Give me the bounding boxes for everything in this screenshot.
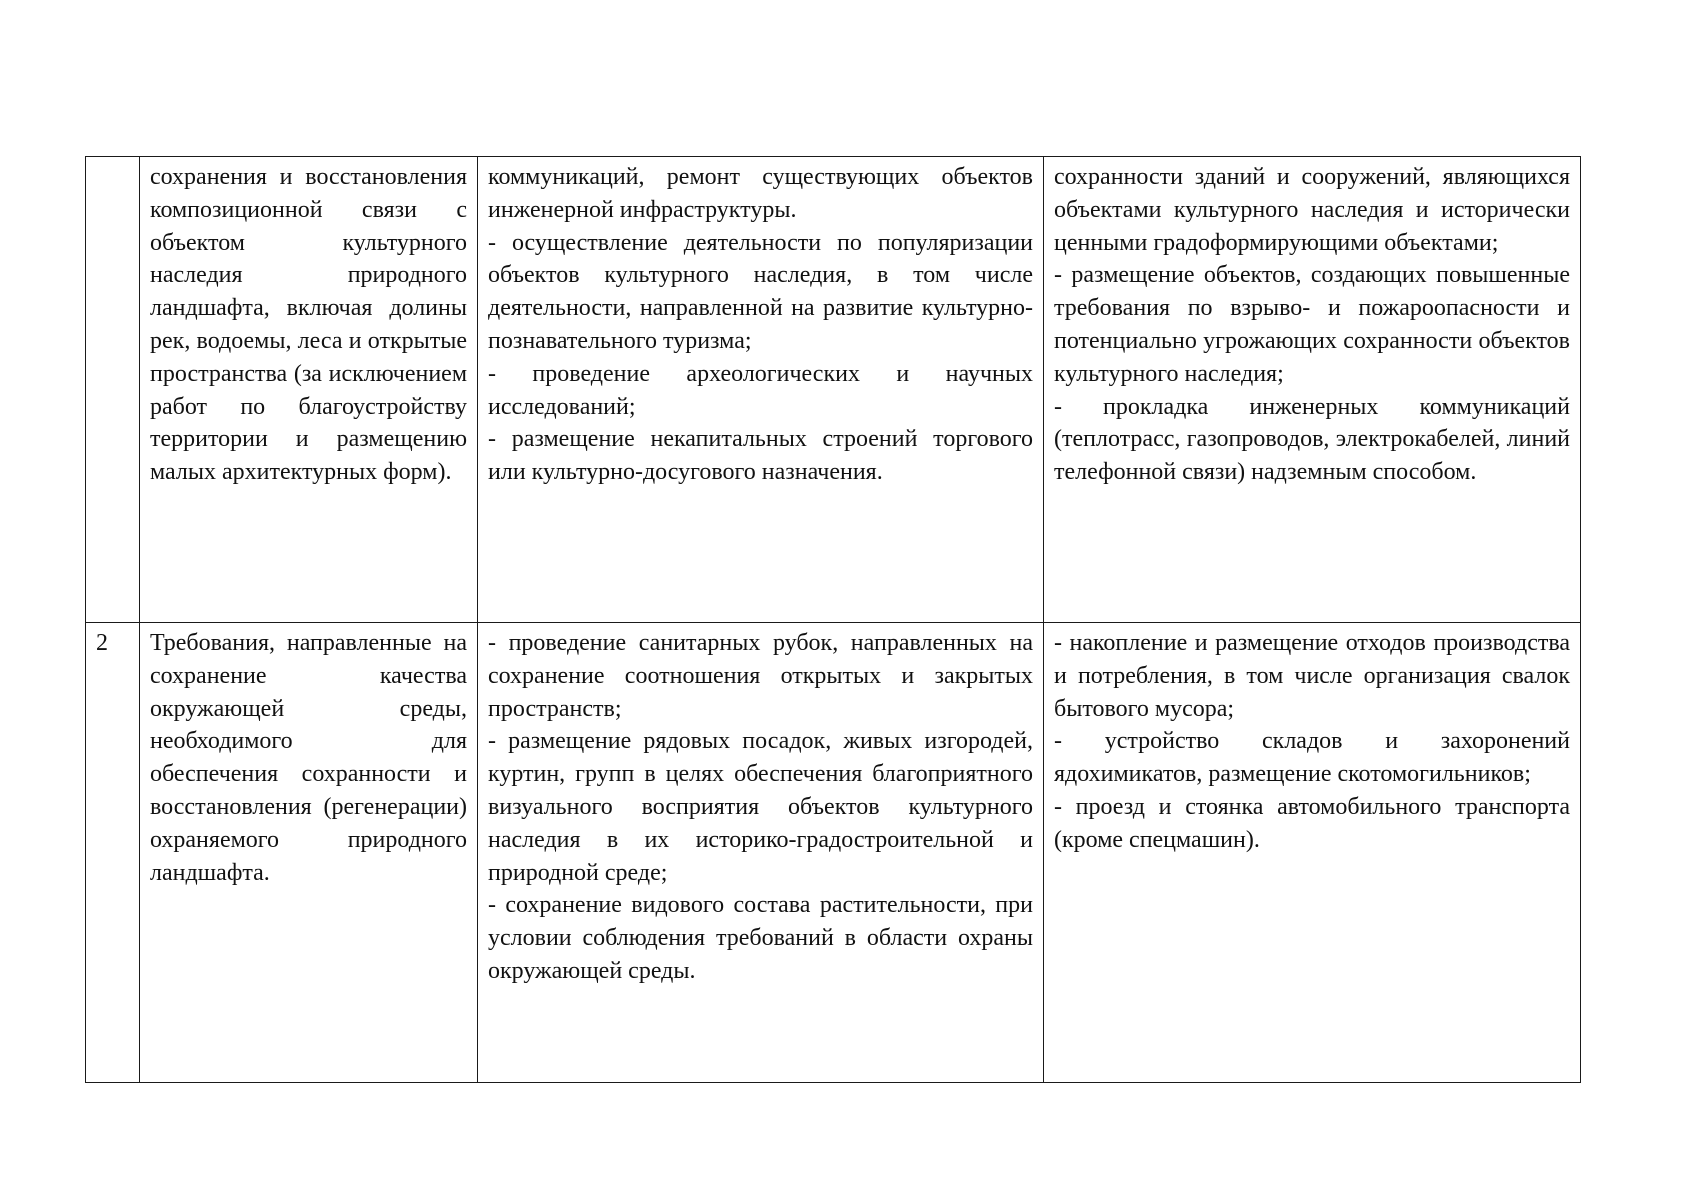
allowed-text — [488, 161, 1033, 489]
table-row — [86, 157, 1581, 623]
cell-paragraph: - проведение санитарных рубок, направленных на сохранение соотношения открытых и закрытых пространств; — [488, 630, 1033, 722]
prohibited-cell — [1044, 623, 1581, 1083]
allowed-cell — [478, 623, 1044, 1083]
cell-paragraph: - накопление и размещение отходов производства и потребления, в том числе организация свалок бытового мусора; — [1054, 630, 1570, 722]
cell-paragraph: - прокладка инженерных коммуникаций (теплотрасс, газопроводов, электрокабелей, линий телефонной связи) надземным способом. — [1054, 393, 1570, 486]
allowed-text — [488, 627, 1033, 988]
cell-paragraph: сохранности зданий и сооружений, являющихся объектами культурного наследия и исторически ценными градоформирующими объектами; — [1054, 164, 1570, 256]
row-number-cell — [86, 623, 140, 1083]
row-number-cell — [86, 157, 140, 623]
cell-paragraph: - размещение рядовых посадок, живых изгородей, куртин, групп в целях обеспечения благоприятного визуального восприятия объектов культурного наследия в их историко-градостроительной и природной среде; — [488, 728, 1033, 886]
requirement-text: Требования, направленные на сохранение качества окружающей среды, необходимого для обеспечения сохранности и восстановления (регенерации) охраняемого природного ландшафта. — [150, 630, 467, 886]
requirement-cell — [140, 157, 478, 623]
cell-paragraph: - осуществление деятельности по популяризации объектов культурного наследия, в том числе деятельности, направленной на развитие культурно-познавательного туризма; — [488, 229, 1033, 354]
cell-paragraph: - сохранение видового состава растительности, при условии соблюдения требований в области охраны окружающей среды. — [488, 892, 1033, 984]
cell-paragraph: - проезд и стоянка автомобильного транспорта (кроме спецмашин). — [1054, 793, 1570, 853]
prohibited-text — [1054, 627, 1570, 857]
requirement-text: сохранения и восстановления композиционной связи с объектом культурного наследия природного ландшафта, включая долины рек, водоемы, леса и открытые пространства (за исключением работ по благоустройству территории и размещению малых архитектурных форм). — [150, 164, 467, 486]
allowed-cell — [478, 157, 1044, 623]
prohibited-text — [1054, 161, 1570, 489]
requirement-cell — [140, 623, 478, 1083]
cell-paragraph: - размещение некапитальных строений торгового или культурно-досугового назначения. — [488, 426, 1033, 486]
cell-paragraph: - устройство складов и захоронений ядохимикатов, размещение скотомогильников; — [1054, 728, 1570, 788]
regulations-table — [85, 156, 1581, 1083]
cell-paragraph: коммуникаций, ремонт существующих объектов инженерной инфраструктуры. — [488, 164, 1033, 223]
table-row — [86, 623, 1581, 1083]
cell-paragraph: - проведение археологических и научных исследований; — [488, 360, 1033, 420]
cell-paragraph: - размещение объектов, создающих повышенные требования по взрыво- и пожароопасности и потенциально угрожающих сохранности объектов культурного наследия; — [1054, 262, 1570, 387]
row-number: 2 — [96, 630, 108, 656]
prohibited-cell — [1044, 157, 1581, 623]
